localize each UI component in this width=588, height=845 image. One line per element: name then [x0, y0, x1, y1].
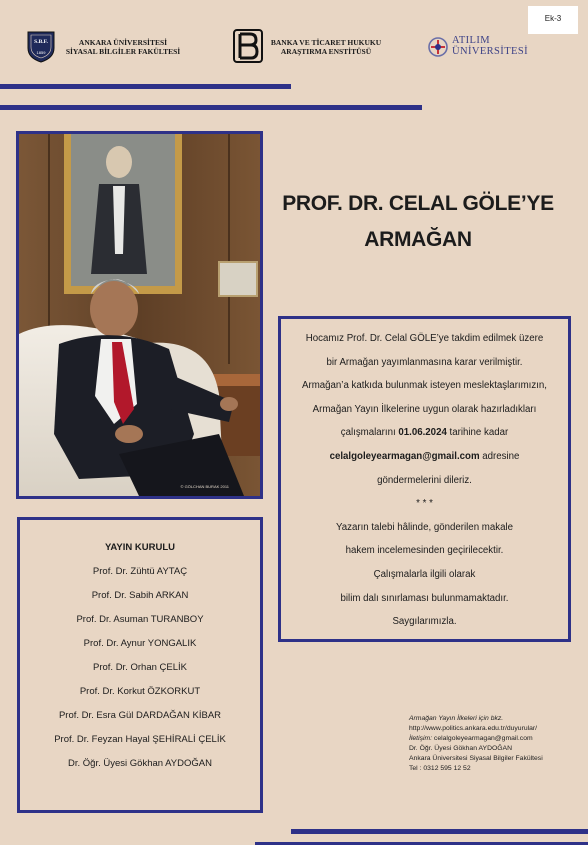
sbf-name — [58, 38, 188, 56]
announcement-line: Armağan Yayın İlkelerine uygun olarak hazırladıkları — [312, 403, 537, 415]
atilim-name-line2: ÜNİVERSİTESİ — [452, 46, 528, 57]
announcement-line: bir Armağan yayımlanmasına karar verilmiştir. — [326, 356, 523, 368]
bater-name-line1: BANKA VE TİCARET HUKUKU — [270, 38, 382, 47]
announcement-line — [281, 421, 568, 445]
footer-contact-email[interactable]: celalgoleyearmagan@gmail.com — [432, 735, 533, 742]
separator: * * * — [416, 498, 433, 510]
board-member: Prof. Dr. Asuman TURANBOY — [76, 614, 204, 625]
announcement-line — [281, 445, 568, 469]
board-member: Prof. Dr. Feyzan Hayal ŞEHİRALİ ÇELİK — [54, 734, 226, 745]
board-member: Prof. Dr. Orhan ÇELİK — [93, 662, 187, 673]
announcement-box — [278, 316, 571, 642]
board-member: Prof. Dr. Korkut ÖZKORKUT — [79, 686, 201, 697]
photo-credit: © GÖLCHAN BURAK 2011 — [180, 484, 229, 489]
footer-phone: Tel : 0312 595 12 52 — [409, 765, 471, 772]
atilim-logo — [427, 36, 449, 58]
board-member: Prof. Dr. Zühtü AYTAÇ — [92, 566, 188, 577]
atilim-name — [452, 35, 542, 57]
footer-info — [409, 714, 584, 774]
bater-logo — [233, 29, 263, 63]
footer-guidelines-label: Armağan Yayın İlkeleri için bkz. — [409, 715, 504, 722]
announcement-line: bilim dalı sınırlaması bulunmamaktadır. — [340, 592, 509, 604]
contact-email[interactable]: celalgoleyearmagan@gmail.com — [329, 450, 480, 462]
sbf-logo — [27, 30, 55, 63]
deadline-date: 01.06.2024 — [398, 427, 447, 439]
page-label: Ek-3 — [528, 6, 578, 34]
footer-contact-label: İletişim: — [409, 735, 433, 742]
atilim-name-line1: ATILIM — [452, 35, 490, 46]
header-rule-top — [0, 84, 291, 89]
announcement-line: hakem incelemesinden geçirilecektir. — [345, 545, 504, 557]
page-title — [268, 186, 568, 258]
board-member: Prof. Dr. Esra Gül DARDAĞAN KİBAR — [58, 710, 222, 721]
bater-name — [266, 38, 386, 56]
sbf-logo-text: S.B.F. — [34, 39, 48, 45]
sbf-logo-year: 1859 — [36, 50, 46, 55]
portrait-photo — [16, 131, 263, 499]
board-member: Dr. Öğr. Üyesi Gökhan AYDOĞAN — [68, 758, 212, 769]
announcement-line: Hocamız Prof. Dr. Celal GÖLE’ye takdim edilmek üzere — [305, 333, 544, 344]
footer-institution: Ankara Üniversitesi Siyasal Bilgiler Fakültesi — [409, 755, 543, 762]
announcement-line: Çalışmalarla ilgili olarak — [373, 568, 476, 580]
header-rule-bottom — [0, 105, 422, 110]
footer-guidelines-link[interactable]: http://www.politics.ankara.edu.tr/duyurular/ — [409, 725, 538, 732]
board-member: Prof. Dr. Sabih ARKAN — [91, 590, 189, 601]
editorial-board-box — [17, 517, 263, 813]
footer-contact-person: Dr. Öğr. Üyesi Gökhan AYDOĞAN — [409, 745, 512, 752]
board-member: Prof. Dr. Aynur YONGALIK — [83, 638, 197, 649]
sbf-name-line1: ANKARA ÜNİVERSİTESİ — [78, 38, 168, 47]
deadline-prefix: çalışmalarını — [340, 427, 399, 439]
sbf-name-line2: SİYASAL BİLGİLER FAKÜLTESİ — [65, 47, 181, 56]
email-suffix: adresine — [479, 450, 520, 462]
deadline-suffix: tarihine kadar — [446, 427, 509, 439]
footer-rule-top — [291, 829, 588, 834]
footer-contact — [409, 734, 584, 744]
title-line2: ARMAĞAN — [364, 228, 472, 251]
announcement-line: Armağan’a katkıda bulunmak isteyen meslektaşlarımızın, — [302, 380, 547, 392]
announcement-line: göndermelerini dileriz. — [377, 474, 472, 486]
title-line1: PROF. DR. CELAL GÖLE’YE — [282, 192, 554, 215]
announcement-line: Saygılarımızla. — [392, 616, 457, 628]
board-title: YAYIN KURULU — [104, 542, 176, 553]
announcement-line: Yazarın talebi hâlinde, gönderilen makale — [336, 521, 513, 533]
bater-name-line2: ARAŞTIRMA ENSTİTÜSÜ — [280, 47, 372, 56]
